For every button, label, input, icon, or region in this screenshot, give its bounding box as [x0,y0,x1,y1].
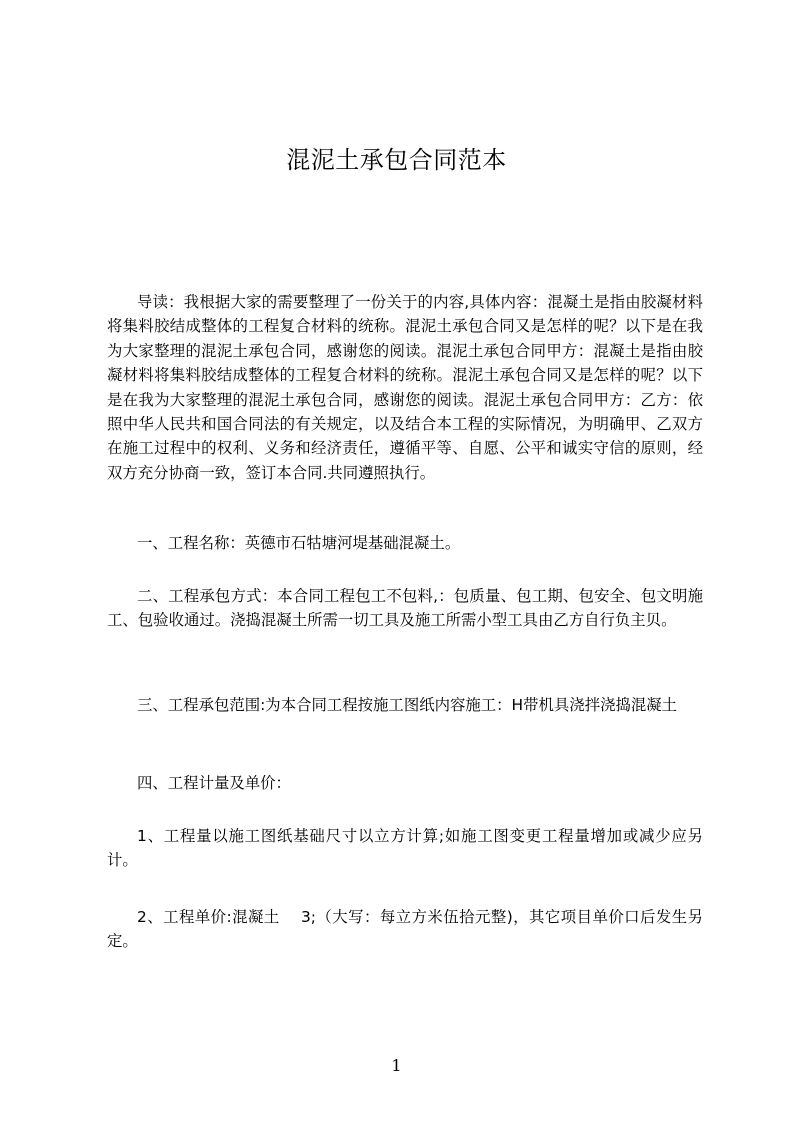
clause-4-1-paragraph: 1、工程量以施工图纸基础尺寸以立方计算;如施工图变更工程量增加或减少应另计。 [107,827,703,870]
clause-4-heading: 四、工程计量及单价： [137,774,291,792]
document-title: 混泥土承包合同范本 [286,146,507,174]
clause-1-paragraph: 一、工程名称：英德市石牯塘河堤基础混凝土。 [137,534,461,552]
clause-3-paragraph: 三、工程承包范围:为本合同工程按施工图纸内容施工：H带机具浇拌浇捣混凝土 [137,696,678,714]
clause-4-2-paragraph: 2、工程单价:混凝土 3;（大写：每立方米伍拾元整)，其它项目单价口后发生另定。 [107,908,703,951]
intro-paragraph: 导读：我根据大家的需要整理了一份关于的内容,具体内容：混凝土是指由胶凝材料将集料胶结成整体的工程复合材料的统称。混泥土承包合同又是怎样的呢？以下是在我为大家整理的混泥土承包合同，感谢您的阅读。混泥土承包合同甲方：混凝土是指由胶凝材料将集料胶结成整体的工程复合材料的统称。混泥土承包合同又是怎样的呢？以下是在我为大家整理的混泥土承包合同，感谢您的阅读。混泥土承包合同甲方：乙方：依照中华人民共和国合同法的有关规定，以及结合本工程的实际情况，为明确甲、乙双方在施工过程中的权利、义务和经济责任，遵循平等、自愿、公平和诚实守信的原则，经双方充分协商一致，签订本合同.共同遵照执行。 [107,293,703,482]
clause-2-paragraph: 二、工程承包方式：本合同工程包工不包料,：包质量、包工期、包安全、包文明施工、包验收通过。浇捣混凝土所需一切工具及施工所需小型工具由乙方自行负主贝。 [107,587,703,630]
page-number: 1 [391,1056,402,1075]
